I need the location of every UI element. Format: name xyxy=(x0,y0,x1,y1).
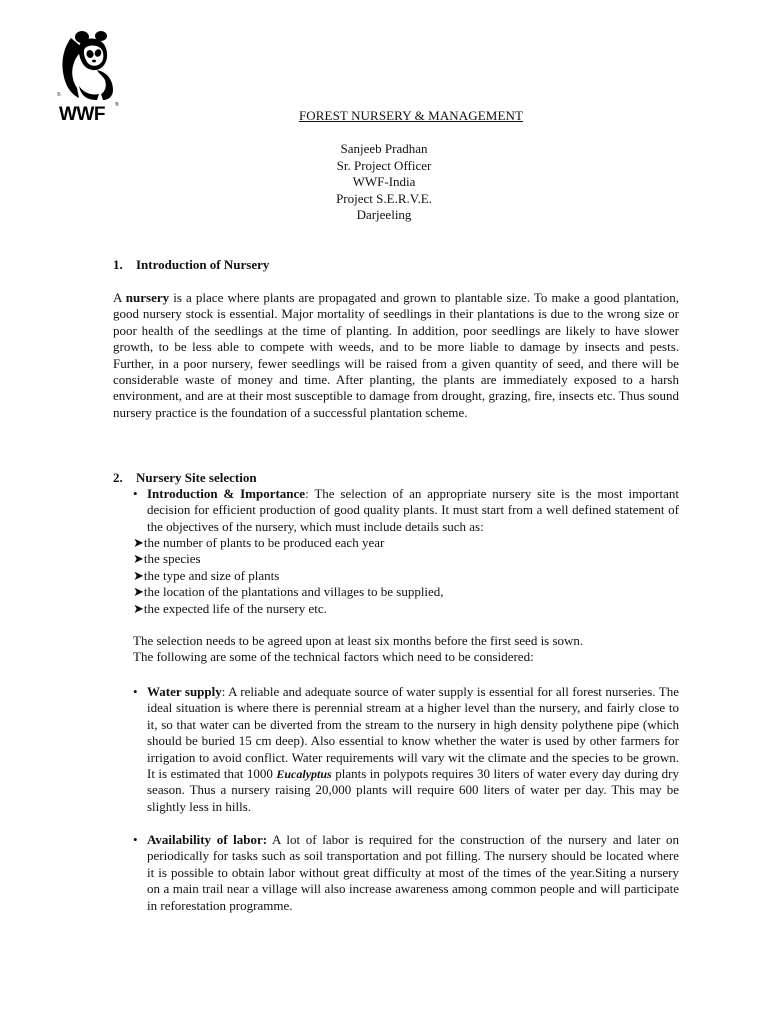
section-2-heading xyxy=(113,470,257,486)
bullet-icon: • xyxy=(133,684,138,699)
nursery-term: nursery xyxy=(125,290,170,305)
author-project: Project S.E.R.V.E. xyxy=(336,190,432,206)
document-title: FOREST NURSERY & MANAGEMENT xyxy=(298,108,524,123)
copyright-mark: © xyxy=(57,92,61,98)
section-2-number: 2. xyxy=(113,470,123,485)
bullet-icon: • xyxy=(133,486,138,501)
author-organization: WWF-India xyxy=(352,174,416,190)
labor-availability-bullet: Availability of labor: A lot of labor is required for the construction of the nursery and later on periodically for tasks such as soil transportation and pot filling. The nursery should be located where it is possible to obtain labor without great difficulty at most of the times of the year.Siting a nursery on a main trail near a village will also increase awareness among common people and will participate in reforestation programme. xyxy=(147,832,679,913)
list-item: ➤the location of the plantations and villages to be supplied, xyxy=(133,584,444,600)
water-supply-bullet: Water supply: A reliable and adequate source of water supply is essential for all forest nurseries. The ideal situation is where there is perennial stream at a higher level than the nursery, and fairly close to it, so that water can be diverted from the stream to the nursery in high density polythene pipe (which should be buried 15 cm deep). Also essential to know whether the water is used by other farmers for irrigation to avoid conflict. Water requirements will vary wit the climate and the species to be grown. It is estimated that 1000 Eucalyptus plants in polypots requires 30 liters of water every day during dry season. Thus a nursery raising 20,000 plants will require 600 liters of water per day. This may be slightly less in hills. xyxy=(147,684,680,814)
section-1-heading xyxy=(113,257,269,273)
list-item: ➤the number of plants to be produced each year xyxy=(133,535,385,550)
intro-importance-bullet: Introduction & Importance: The selection of an appropriate nursery site is the most important decision for efficient production of good quality plants. It must start from a well defined statement of the objectives of the nursery, which must include details such as: xyxy=(147,486,679,534)
objectives-list xyxy=(133,535,444,617)
bullet-icon: • xyxy=(133,832,138,847)
author-position: Sr. Project Officer xyxy=(336,157,432,173)
list-item: ➤the expected life of the nursery etc. xyxy=(133,600,327,616)
section-2-title: Nursery Site selection xyxy=(136,470,257,485)
author-location: Darjeeling xyxy=(356,207,412,223)
list-item: ➤the species xyxy=(133,551,201,567)
author-name: Sanjeeb Pradhan xyxy=(340,141,428,156)
wwf-wordmark: WWF xyxy=(59,104,105,122)
section-1-title: Introduction of Nursery xyxy=(136,257,270,272)
section-1-number: 1. xyxy=(113,257,123,272)
panda-icon xyxy=(62,31,113,100)
author-block xyxy=(0,141,768,224)
list-item: ➤the type and size of plants xyxy=(133,567,280,583)
selection-text: The selection needs to be agreed upon at least six months before the first seed is sown. The following are some of the technical factors which need to be considered: xyxy=(133,633,584,665)
registered-mark: ® xyxy=(115,102,119,108)
section-1-paragraph: A nursery is a place where plants are propagated and grown to plantable size. To make a good plantation, good nursery stock is essential. Major mortality of seedlings in their plantations is due to the wrong size or poor health of the seedlings at the time of planting. In addition, poor seedlings are likely to have slower growth, to be less able to compete with weeds, and to be more liable to damage by insects and pests. Further, in a poor nursery, fewer seedlings will be raised from a given quantity of seed, and there will be considerable waste of money and time. After planting, the plants are immediately exposed to a harsh environment, and are at their most susceptible to damage from drought, grazing, fire, insects etc. Thus sound nursery practice is the foundation of a successful plantation scheme. xyxy=(113,290,680,420)
